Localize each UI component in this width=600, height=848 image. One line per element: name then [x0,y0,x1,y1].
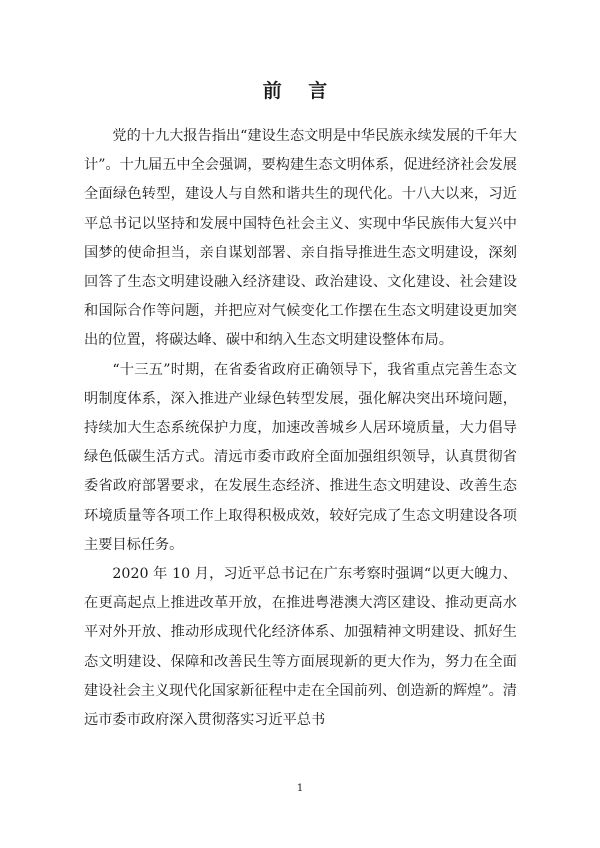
paragraph-2: “十三五”时期，在省委省政府正确领导下，我省重点完善生态文明制度体系，深入推进产业绿色转型发展，强化解决突出环境问题，持续加大生态系统保护力度，加速改善城乡人居环境质量，大力倡导绿色低碳生活方式。清远市委市政府全面加强组织领导，认真贯彻省委省政府部署要求，在发展生态经济、推进生态文明建设、改善生态环境质量等各项工作上取得积极成效，较好完成了生态文明建设各项主要目标任务。 [84,361,517,553]
body-text [84,122,517,735]
page-title: 前 言 [262,80,338,102]
page-number: 1 [296,783,304,794]
paragraph-1: 党的十九大报告指出“建设生态文明是中华民族永续发展的千年大计”。十九届五中全会强调，要构建生态文明体系，促进经济社会发展全面绿色转型，建设人与自然和谐共生的现代化。十八大以来，习近平总书记以坚持和发展中国特色社会主义、实现中华民族伟大复兴中国梦的使命担当，亲自谋划部署、亲自指导推进生态文明建设，深刻回答了生态文明建设融入经济建设、政治建设、文化建设、社会建设和国际合作等问题，并把应对气候变化工作摆在生态文明建设更加突出的位置，将碳达峰、碳中和纳入生态文明建设整体布局。 [84,128,517,349]
paragraph-3: 2020 年 10 月，习近平总书记在广东考察时强调“以更大魄力、在更高起点上推进改革开放，在推进粤港澳大湾区建设、推动更高水平对外开放、推动形成现代化经济体系、加强精神文明建设、抓好生态文明建设、保障和改善民生等方面展现新的更大作为，努力在全面建设社会主义现代化国家新征程中走在全国前列、创造新的辉煌”。清远市委市政府深入贯彻落实习近平总书 [84,566,517,729]
